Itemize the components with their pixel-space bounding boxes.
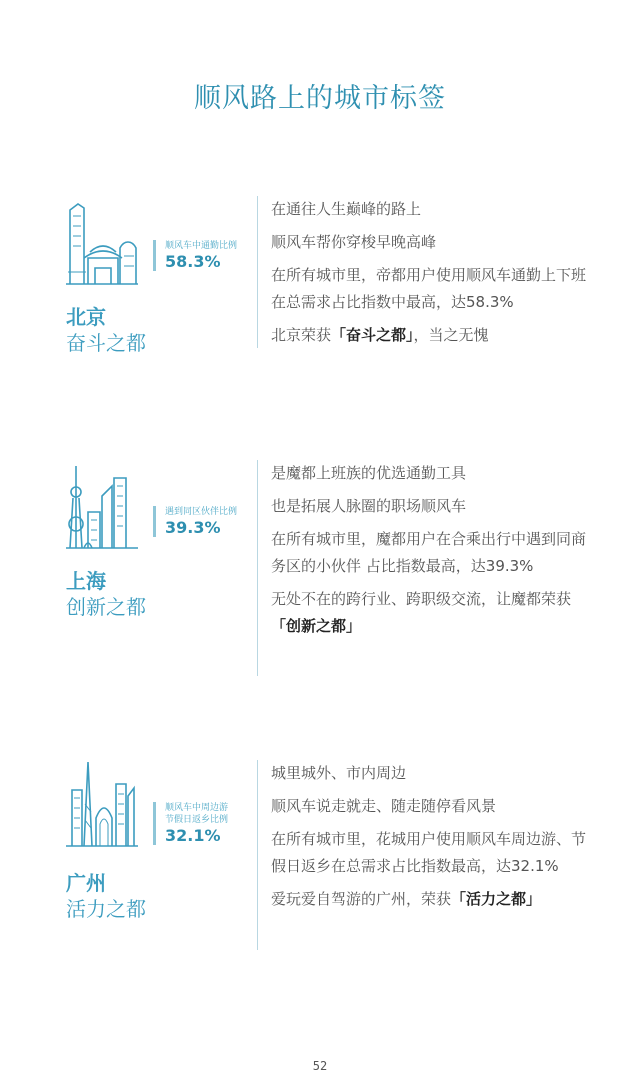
stat-block: [153, 506, 237, 537]
city-title-block: [66, 304, 146, 356]
closing-text: ，当之无愧: [413, 326, 489, 344]
city-honor-title: 「奋斗之都」: [331, 326, 414, 344]
city-section-guangzhou: [0, 756, 640, 956]
stat-label: 顺风车中通勤比例: [165, 241, 238, 251]
page-number: 52: [312, 1059, 328, 1073]
description-paragraph: 在所有城市里，帝都用户使用顺风车通勤上下班在总需求占比指数中最高，达58.3%: [271, 266, 587, 311]
city-name: 北京: [66, 305, 106, 329]
closing-paragraph: [271, 886, 591, 913]
city-section-beijing: [0, 190, 640, 370]
section-divider: [257, 760, 258, 950]
closing-text: 北京荣获: [271, 326, 332, 344]
stat-label: 顺风车中周边游: [165, 803, 229, 813]
description-paragraph: 城里城外、市内周边: [271, 764, 407, 782]
beijing-skyline-icon: [62, 200, 142, 290]
description-paragraph: 顺风车说走就走、随走随停看风景: [271, 797, 497, 815]
closing-paragraph: [271, 586, 591, 640]
stat-value: 32.1%: [165, 826, 221, 845]
description-paragraph: 在通往人生巅峰的路上: [271, 200, 422, 218]
stat-block: [153, 802, 228, 845]
page-title: 顺风路上的城市标签: [194, 83, 446, 114]
stat-value: 58.3%: [165, 252, 221, 271]
stat-label: 节假日返乡比例: [165, 815, 229, 825]
city-honor-title: 「活力之都」: [451, 890, 542, 908]
description-paragraph: 在所有城市里，花城用户使用顺风车周边游、节假日返乡在总需求占比指数最高，达32.1%: [271, 830, 587, 875]
city-honor-title: 「创新之都」: [271, 617, 362, 635]
description-paragraph: 顺风车帮你穿梭早晚高峰: [271, 233, 437, 251]
description-column: [271, 760, 591, 919]
city-title-block: [66, 568, 146, 620]
city-name: 广州: [66, 871, 106, 895]
closing-text: 无处不在的跨行业、跨职级交流，让魔都荣获: [271, 590, 572, 608]
stat-block: [153, 240, 237, 271]
stat-label: 遇到同区伙伴比例: [165, 507, 238, 517]
description-column: [271, 460, 591, 646]
section-divider: [257, 196, 258, 348]
city-section-shanghai: [0, 456, 640, 686]
description-column: [271, 196, 591, 355]
stat-value: 39.3%: [165, 518, 221, 537]
closing-text: 爱玩爱自驾游的广州，荣获: [271, 890, 452, 908]
description-paragraph: 是魔都上班族的优选通勤工具: [271, 464, 467, 482]
city-name: 上海: [66, 569, 106, 593]
city-title-block: [66, 870, 146, 922]
description-paragraph: 也是拓展人脉圈的职场顺风车: [271, 497, 467, 515]
guangzhou-skyline-icon: [62, 758, 142, 848]
closing-paragraph: [271, 322, 591, 349]
city-slogan: 创新之都: [66, 595, 146, 619]
description-paragraph: 在所有城市里，魔都用户在合乘出行中遇到同商务区的小伙伴 占比指数最高，达39.3%: [271, 530, 587, 575]
shanghai-skyline-icon: [62, 462, 142, 552]
city-slogan: 活力之都: [66, 897, 146, 921]
city-slogan: 奋斗之都: [66, 331, 146, 355]
section-divider: [257, 460, 258, 676]
